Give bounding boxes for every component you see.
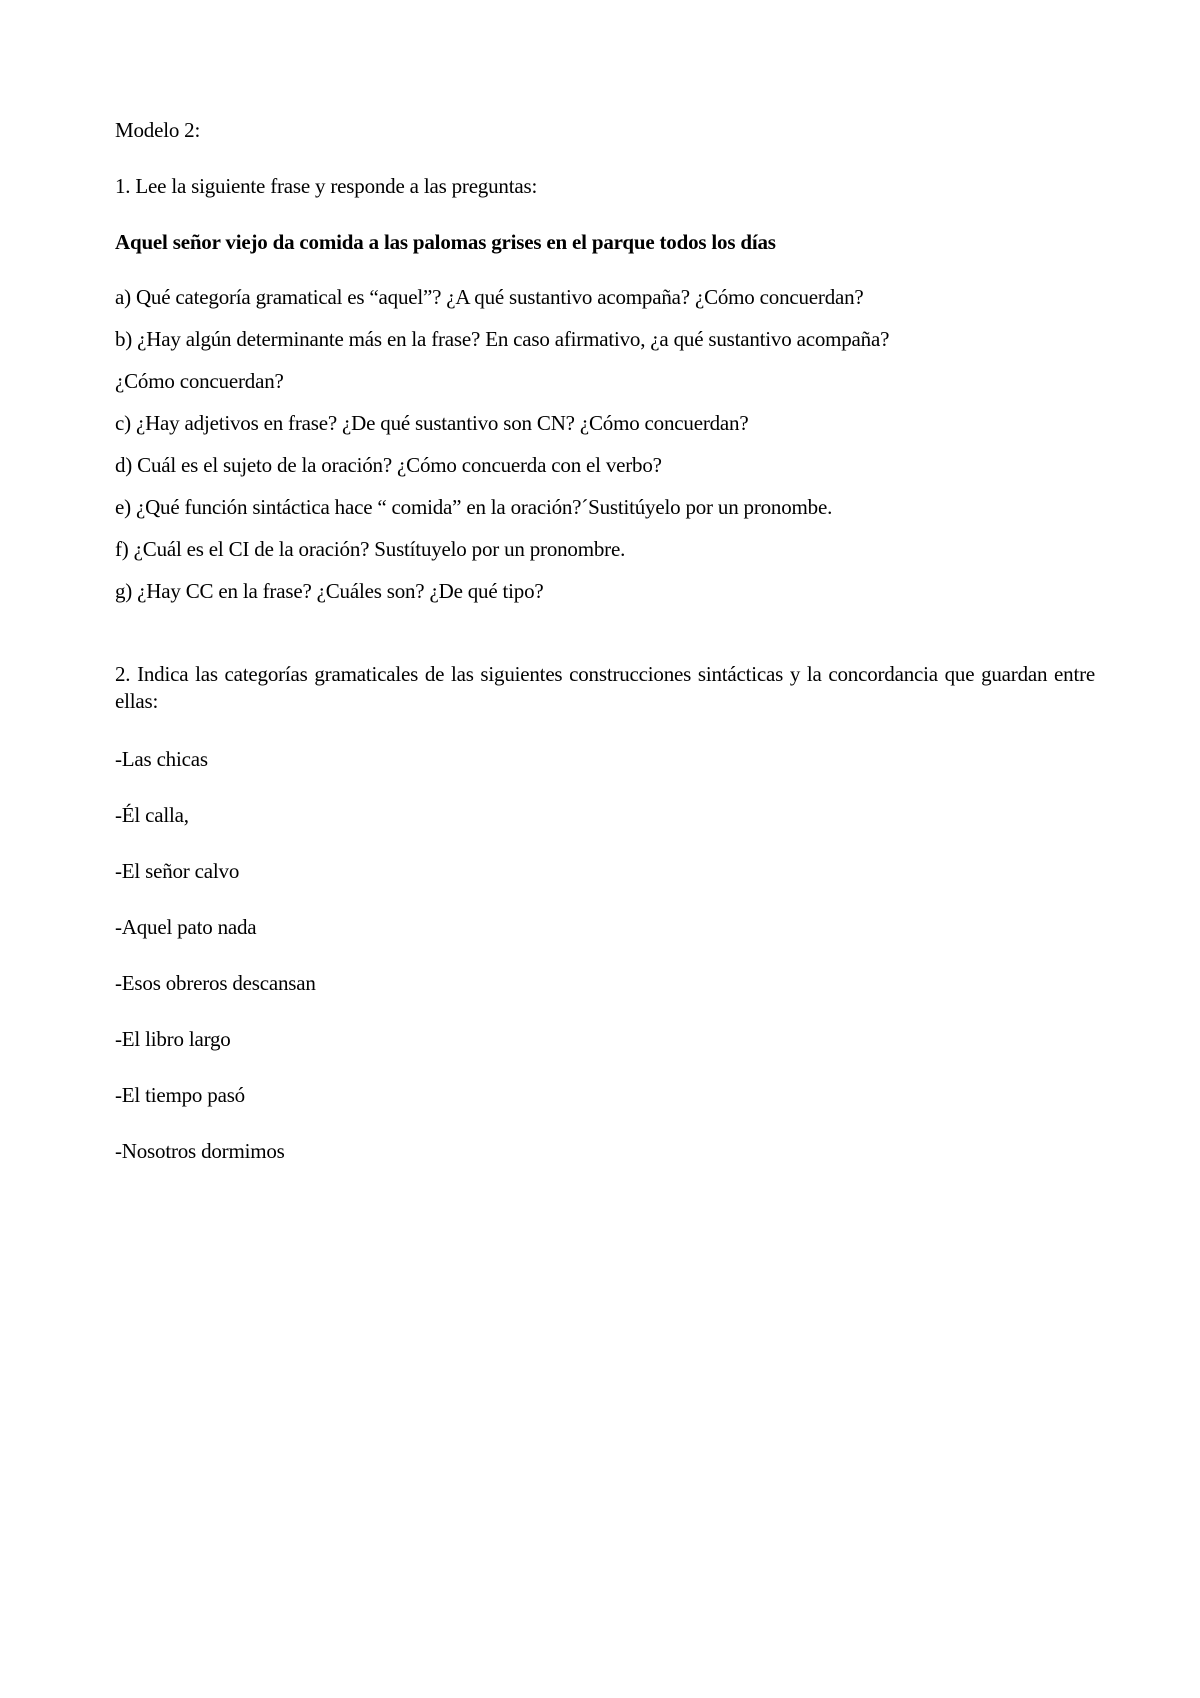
exercise-2-item: -El libro largo [115,1027,231,1051]
document-heading: Modelo 2: [115,118,201,142]
exercise-1-prompt: 1. Lee la siguiente frase y responde a las preguntas: [115,174,538,198]
exercise-2-item: -Aquel pato nada [115,915,257,939]
question-c: c) ¿Hay adjetivos en frase? ¿De qué sustantivo son CN? ¿Cómo concuerdan? [115,411,749,435]
question-b: b) ¿Hay algún determinante más en la frase? En caso afirmativo, ¿a qué sustantivo acompaña? [115,327,890,351]
exercise-2-item: -Las chicas [115,747,208,771]
exercise-2-prompt: 2. Indica las categorías gramaticales de las siguientes construcciones sintácticas y la concordancia que guardan entre ellas: [115,662,1095,713]
exercise-1-sentence: Aquel señor viejo da comida a las palomas grises en el parque todos los días [115,230,776,254]
question-a: a) Qué categoría gramatical es “aquel”? ¿A qué sustantivo acompaña? ¿Cómo concuerdan? [115,285,864,309]
question-b-continued: ¿Cómo concuerdan? [115,369,284,393]
question-e: e) ¿Qué función sintáctica hace “ comida” en la oración?´Sustitúyelo por un pronombe. [115,495,833,519]
exercise-2-item: -El señor calvo [115,859,240,883]
question-f: f) ¿Cuál es el CI de la oración? Sustítuyelo por un pronombre. [115,537,626,561]
question-g: g) ¿Hay CC en la frase? ¿Cuáles son? ¿De qué tipo? [115,579,544,603]
exercise-2-item: -Esos obreros descansan [115,971,316,995]
question-d: d) Cuál es el sujeto de la oración? ¿Cómo concuerda con el verbo? [115,453,662,477]
exercise-2-item: -El tiempo pasó [115,1083,245,1107]
exercise-2-item: -Él calla, [115,803,189,827]
exercise-2-item: -Nosotros dormimos [115,1139,285,1163]
